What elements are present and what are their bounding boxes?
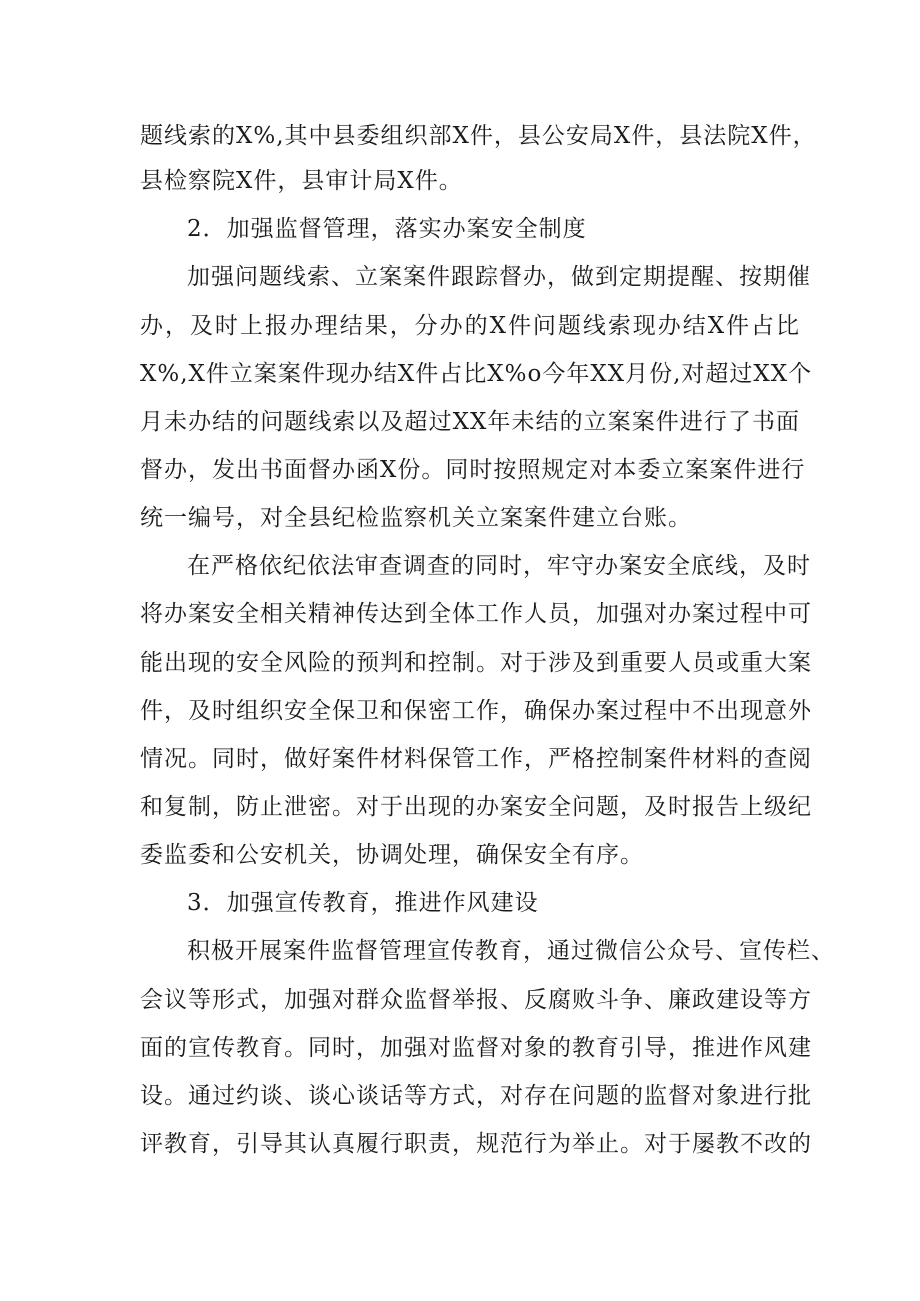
text-line-16: 委监委和公安机关，协调处理，确保安全有序。 xyxy=(140,842,644,868)
text-line-13: 件，及时组织安全保卫和保密工作，确保办案过程中不出现意外 xyxy=(140,698,812,724)
text-line-18: 积极开展案件监督管理宣传教育，通过微信公众号、宣传栏、 xyxy=(187,938,835,964)
text-line-19: 会议等形式，加强对群众监督举报、反腐败斗争、廉政建设等方 xyxy=(140,987,812,1013)
text-line-8: 督办，发出书面督办函X份。同时按照规定对本委立案案件进行 xyxy=(140,457,806,483)
section-heading-3: 3．加强宣传教育，推进作风建设 xyxy=(187,890,539,916)
text-line-20: 面的宣传教育。同时，加强对监督对象的教育引导，推进作风建 xyxy=(140,1035,812,1061)
section-heading-2: 2．加强监督管理，落实办案安全制度 xyxy=(187,216,587,242)
text-line-1: 题线索的X%,其中县委组织部X件，县公安局X件，县法院X件， xyxy=(140,123,817,149)
text-line-2: 县检察院X件，县审计局X件。 xyxy=(140,168,463,194)
text-line-9: 统一编号，对全县纪检监察机关立案案件建立台账。 xyxy=(140,505,692,531)
text-line-6: X%,X件立案案件现办结X件占比X%o今年XX月份,对超过XX个 xyxy=(140,361,813,387)
text-line-7: 月未办结的问题线索以及超过XX年未结的立案案件进行了书面 xyxy=(140,409,800,435)
text-line-21: 设。通过约谈、谈心谈话等方式，对存在问题的监督对象进行批 xyxy=(140,1083,812,1109)
text-line-15: 和复制，防止泄密。对于出现的办案安全问题，及时报告上级纪 xyxy=(140,794,812,820)
text-line-14: 情况。同时，做好案件材料保管工作，严格控制案件材料的查阅 xyxy=(140,746,812,772)
text-line-4: 加强问题线索、立案案件跟踪督办，做到定期提醒、按期催 xyxy=(187,264,811,290)
text-line-11: 将办案安全相关精神传达到全体工作人员，加强对办案过程中可 xyxy=(140,601,812,627)
text-line-10: 在严格依纪依法审查调查的同时，牢守办案安全底线，及时 xyxy=(187,553,811,579)
text-line-22: 评教育，引导其认真履行职责，规范行为举止。对于屡教不改的 xyxy=(140,1131,812,1157)
text-line-12: 能出现的安全风险的预判和控制。对于涉及到重要人员或重大案 xyxy=(140,650,812,676)
text-line-5: 办，及时上报办理结果，分办的X件问题线索现办结X件占比 xyxy=(140,313,800,339)
